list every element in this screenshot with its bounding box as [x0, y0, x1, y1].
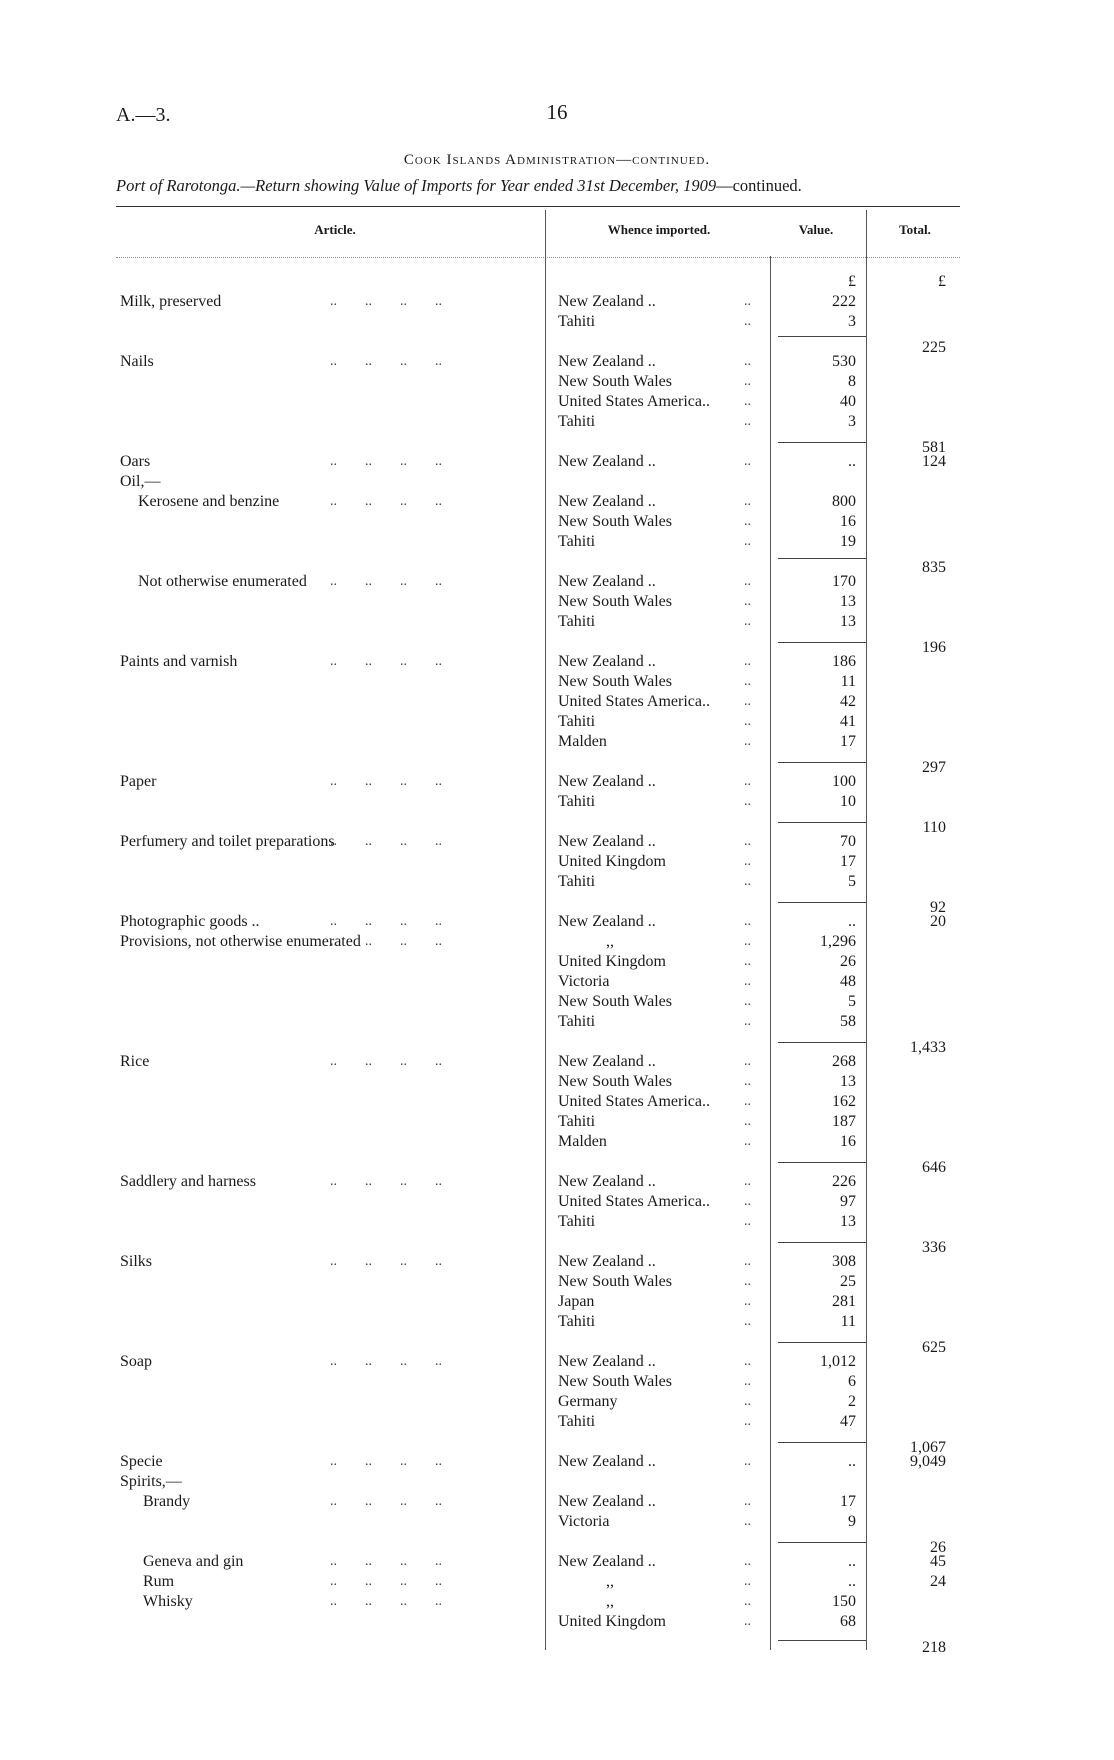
column-header-value: Value. [798, 222, 834, 237]
article-cell: Paints and varnish [120, 653, 238, 670]
leader-dots: .. [744, 1114, 751, 1129]
sum-rule [778, 336, 866, 337]
leader-dots: .. .. .. .. [330, 654, 442, 669]
column-header-whence: Whence imported. [607, 222, 711, 237]
total-cell: 92 [930, 899, 946, 916]
article-cell: Rice [120, 1053, 150, 1070]
source-cell: New South Wales [558, 593, 672, 610]
total-cell: 835 [922, 559, 946, 576]
source-cell: New Zealand .. [558, 493, 656, 510]
total-cell: 336 [922, 1239, 946, 1256]
article-cell: Oars [120, 453, 151, 470]
value-cell: 1,012 [820, 1353, 856, 1370]
total-cell: 297 [922, 759, 946, 776]
leader-dots: .. [744, 1014, 751, 1029]
sum-rule [778, 1242, 866, 1243]
source-cell: United Kingdom [558, 853, 666, 870]
leader-dots: .. [744, 1574, 751, 1589]
source-cell: New Zealand .. [558, 1053, 656, 1070]
total-cell: 646 [922, 1159, 946, 1176]
leader-dots: .. .. .. .. [330, 454, 442, 469]
column-divider-value [866, 210, 867, 1650]
leader-dots: .. [744, 1174, 751, 1189]
source-cell: Tahiti [558, 1113, 596, 1130]
leader-dots: .. [744, 1514, 751, 1529]
value-cell: 268 [832, 1053, 856, 1070]
total-cell: 9,049 [910, 1453, 946, 1470]
value-cell: 2 [848, 1393, 856, 1410]
total-cell: 225 [922, 339, 946, 356]
value-cell: 3 [848, 413, 856, 430]
source-cell: ,, [606, 1573, 614, 1590]
value-cell: 150 [832, 1593, 856, 1610]
source-cell: United Kingdom [558, 953, 666, 970]
value-cell: 530 [832, 353, 856, 370]
article-cell: Geneva and gin [143, 1553, 244, 1570]
article-cell: Saddlery and harness [120, 1173, 256, 1190]
leader-dots: .. [744, 674, 751, 689]
value-cell: 170 [832, 573, 856, 590]
column-divider-whence [770, 256, 771, 1650]
value-cell: 222 [832, 293, 856, 310]
value-cell: 10 [840, 793, 856, 810]
source-cell: New Zealand .. [558, 453, 656, 470]
leader-dots: .. .. .. .. [330, 1454, 442, 1469]
source-cell: New South Wales [558, 673, 672, 690]
value-cell: 13 [840, 1073, 856, 1090]
leader-dots: .. [744, 734, 751, 749]
column-header-article: Article. [314, 222, 356, 237]
leader-dots: .. [744, 1554, 751, 1569]
value-cell: 17 [840, 853, 856, 870]
value-cell: 6 [848, 1373, 856, 1390]
leader-dots: .. [744, 954, 751, 969]
source-cell: Japan [558, 1293, 595, 1310]
total-cell: 124 [922, 453, 946, 470]
source-cell: New Zealand .. [558, 1553, 656, 1570]
sum-rule [778, 762, 866, 763]
header-rule [116, 257, 960, 258]
value-cell: 9 [848, 1513, 856, 1530]
source-cell: Tahiti [558, 1213, 596, 1230]
value-cell: 16 [840, 1133, 856, 1150]
value-cell: 100 [832, 773, 856, 790]
source-cell: ,, [606, 933, 614, 950]
source-cell: New South Wales [558, 513, 672, 530]
leader-dots: .. [744, 874, 751, 889]
source-cell: New Zealand .. [558, 353, 656, 370]
subtitle-suffix: —continued. [716, 176, 802, 195]
leader-dots: .. [744, 1394, 751, 1409]
sum-rule [778, 442, 866, 443]
value-cell: 25 [840, 1273, 856, 1290]
source-cell: ,, [606, 1593, 614, 1610]
value-cell: .. [848, 453, 856, 470]
total-cell: 218 [922, 1639, 946, 1656]
leader-dots: .. [744, 974, 751, 989]
source-cell: Victoria [558, 1513, 610, 1530]
source-cell: New Zealand .. [558, 1353, 656, 1370]
value-cell: 58 [840, 1013, 856, 1030]
leader-dots: .. .. .. .. [330, 354, 442, 369]
source-cell: Germany [558, 1393, 618, 1410]
source-cell: New Zealand .. [558, 833, 656, 850]
value-cell: 17 [840, 733, 856, 750]
value-cell: .. [848, 1453, 856, 1470]
source-cell: United States America.. [558, 1193, 710, 1210]
leader-dots: .. .. .. .. [330, 1174, 442, 1189]
value-cell: 5 [848, 873, 856, 890]
leader-dots: .. .. .. .. [330, 834, 442, 849]
leader-dots: .. [744, 354, 751, 369]
leader-dots: .. .. .. .. [330, 914, 442, 929]
leader-dots: .. [744, 1214, 751, 1229]
leader-dots: .. [744, 774, 751, 789]
subtitle-main: Port of Rarotonga.—Return showing Value of Imports for Year ended 31st December, 1909 [116, 176, 717, 195]
leader-dots: .. .. .. .. [330, 774, 442, 789]
value-cell: 162 [832, 1093, 856, 1110]
sum-rule [778, 642, 866, 643]
total-cell: 196 [922, 639, 946, 656]
leader-dots: .. [744, 1314, 751, 1329]
value-cell: 186 [832, 653, 856, 670]
table-top-rule [116, 206, 960, 207]
value-cell: 3 [848, 313, 856, 330]
article-cell: Oil,— [120, 473, 161, 490]
leader-dots: .. .. .. .. [330, 1354, 442, 1369]
value-cell: 19 [840, 533, 856, 550]
leader-dots: .. [744, 834, 751, 849]
leader-dots: .. [744, 1374, 751, 1389]
article-cell: Photographic goods .. [120, 913, 260, 930]
leader-dots: .. [744, 714, 751, 729]
source-cell: New Zealand .. [558, 1453, 656, 1470]
leader-dots: .. [744, 1354, 751, 1369]
leader-dots: .. [744, 294, 751, 309]
source-cell: Malden [558, 1133, 607, 1150]
source-cell: New Zealand .. [558, 773, 656, 790]
value-cell: 40 [840, 393, 856, 410]
source-cell: New Zealand .. [558, 1493, 656, 1510]
value-currency: £ [848, 273, 856, 290]
leader-dots: .. .. .. .. [330, 1594, 442, 1609]
leader-dots: .. [744, 314, 751, 329]
sum-rule [778, 558, 866, 559]
source-cell: Tahiti [558, 1013, 596, 1030]
source-cell: New South Wales [558, 1373, 672, 1390]
leader-dots: .. [744, 394, 751, 409]
article-cell: Nails [120, 353, 154, 370]
leader-dots: .. [744, 1414, 751, 1429]
total-cell: 581 [922, 439, 946, 456]
source-cell: Tahiti [558, 1413, 596, 1430]
value-cell: 308 [832, 1253, 856, 1270]
leader-dots: .. .. .. .. [330, 1254, 442, 1269]
source-cell: New Zealand .. [558, 573, 656, 590]
sum-rule [778, 1342, 866, 1343]
leader-dots: .. .. .. .. [330, 1054, 442, 1069]
article-cell: Silks [120, 1253, 153, 1270]
value-cell: 13 [840, 1213, 856, 1230]
leader-dots: .. .. .. .. [330, 1574, 442, 1589]
sum-rule [778, 1042, 866, 1043]
value-cell: 26 [840, 953, 856, 970]
source-cell: New South Wales [558, 1273, 672, 1290]
table-subtitle [116, 176, 802, 196]
article-cell: Specie [120, 1453, 163, 1470]
value-cell: 187 [832, 1113, 856, 1130]
value-cell: 70 [840, 833, 856, 850]
leader-dots: .. [744, 574, 751, 589]
value-cell: 226 [832, 1173, 856, 1190]
sum-rule [778, 1162, 866, 1163]
leader-dots: .. [744, 934, 751, 949]
article-cell: Whisky [143, 1593, 193, 1610]
value-cell: 800 [832, 493, 856, 510]
column-divider-article [545, 210, 546, 1650]
value-cell: 11 [840, 1313, 856, 1330]
sum-rule [778, 902, 866, 903]
leader-dots: .. [744, 374, 751, 389]
source-cell: New Zealand .. [558, 913, 656, 930]
value-cell: .. [848, 1553, 856, 1570]
leader-dots: .. [744, 414, 751, 429]
source-cell: New Zealand .. [558, 1253, 656, 1270]
leader-dots: .. .. .. .. [330, 1494, 442, 1509]
total-cell: 1,433 [910, 1039, 946, 1056]
leader-dots: .. [744, 534, 751, 549]
leader-dots: .. [744, 794, 751, 809]
leader-dots: .. [744, 914, 751, 929]
value-cell: 17 [840, 1493, 856, 1510]
article-cell: Soap [120, 1353, 152, 1370]
leader-dots: .. [744, 1274, 751, 1289]
value-cell: 48 [840, 973, 856, 990]
source-cell: New Zealand .. [558, 1173, 656, 1190]
source-cell: New South Wales [558, 1073, 672, 1090]
total-cell: 20 [930, 913, 946, 930]
leader-dots: .. [744, 1094, 751, 1109]
leader-dots: .. [744, 494, 751, 509]
total-cell: 45 [930, 1553, 946, 1570]
leader-dots: .. [744, 694, 751, 709]
value-cell: 13 [840, 613, 856, 630]
article-cell: Not otherwise enumerated [138, 573, 307, 590]
page-id: A.—3. [116, 104, 171, 126]
source-cell: Tahiti [558, 613, 596, 630]
sum-rule [778, 822, 866, 823]
leader-dots: .. [744, 1614, 751, 1629]
leader-dots: .. [744, 1054, 751, 1069]
leader-dots: .. [744, 1194, 751, 1209]
source-cell: United States America.. [558, 693, 710, 710]
total-cell: 625 [922, 1339, 946, 1356]
article-cell: Spirits,— [120, 1473, 182, 1490]
source-cell: New Zealand .. [558, 653, 656, 670]
article-cell: Perfumery and toilet preparations [120, 833, 335, 850]
column-header-total: Total. [899, 222, 931, 237]
leader-dots: .. .. .. .. [330, 1554, 442, 1569]
total-cell: 1,067 [910, 1439, 946, 1456]
leader-dots: .. [744, 614, 751, 629]
leader-dots: .. [744, 1594, 751, 1609]
leader-dots: .. [744, 1454, 751, 1469]
leader-dots: .. [744, 1494, 751, 1509]
document-heading: Cook Islands Administration—continued. [403, 152, 711, 168]
source-cell: Malden [558, 733, 607, 750]
source-cell: Victoria [558, 973, 610, 990]
value-cell: 8 [848, 373, 856, 390]
value-cell: 11 [840, 673, 856, 690]
source-cell: New South Wales [558, 993, 672, 1010]
leader-dots: .. [744, 994, 751, 1009]
value-cell: .. [848, 913, 856, 930]
value-cell: 5 [848, 993, 856, 1010]
article-cell: Kerosene and benzine [138, 493, 280, 510]
leader-dots: .. [744, 654, 751, 669]
leader-dots: .. [744, 1294, 751, 1309]
leader-dots: .. [744, 514, 751, 529]
source-cell: United States America.. [558, 1093, 710, 1110]
sum-rule [778, 1442, 866, 1443]
total-cell: 24 [930, 1573, 946, 1590]
article-cell: Provisions, not otherwise enumerated [120, 933, 361, 950]
article-cell: Brandy [143, 1493, 191, 1510]
leader-dots: .. .. .. .. [330, 934, 442, 949]
source-cell: Tahiti [558, 873, 596, 890]
source-cell: Tahiti [558, 413, 596, 430]
article-cell: Rum [143, 1573, 175, 1590]
source-cell: United Kingdom [558, 1613, 666, 1630]
source-cell: United States America.. [558, 393, 710, 410]
source-cell: Tahiti [558, 793, 596, 810]
leader-dots: .. .. .. .. [330, 294, 442, 309]
value-cell: 13 [840, 593, 856, 610]
sum-rule [778, 1542, 866, 1543]
leader-dots: .. .. .. .. [330, 574, 442, 589]
value-cell: 68 [840, 1613, 856, 1630]
page-number: 16 [546, 100, 568, 124]
article-cell: Paper [120, 773, 157, 790]
leader-dots: .. [744, 594, 751, 609]
source-cell: Tahiti [558, 533, 596, 550]
article-cell: Milk, preserved [120, 293, 222, 310]
leader-dots: .. [744, 1134, 751, 1149]
source-cell: New Zealand .. [558, 293, 656, 310]
leader-dots: .. [744, 1254, 751, 1269]
value-cell: 41 [840, 713, 856, 730]
leader-dots: .. [744, 1074, 751, 1089]
source-cell: New South Wales [558, 373, 672, 390]
sum-rule [778, 1640, 866, 1641]
leader-dots: .. [744, 854, 751, 869]
value-cell: 47 [840, 1413, 856, 1430]
value-cell: 1,296 [820, 933, 856, 950]
source-cell: Tahiti [558, 713, 596, 730]
value-cell: 281 [832, 1293, 856, 1310]
total-currency: £ [938, 273, 946, 290]
value-cell: 16 [840, 513, 856, 530]
leader-dots: .. .. .. .. [330, 494, 442, 509]
total-cell: 110 [922, 819, 946, 836]
source-cell: Tahiti [558, 313, 596, 330]
source-cell: Tahiti [558, 1313, 596, 1330]
value-cell: .. [848, 1573, 856, 1590]
leader-dots: .. [744, 454, 751, 469]
value-cell: 97 [840, 1193, 856, 1210]
value-cell: 42 [840, 693, 856, 710]
total-cell: 26 [930, 1539, 946, 1556]
